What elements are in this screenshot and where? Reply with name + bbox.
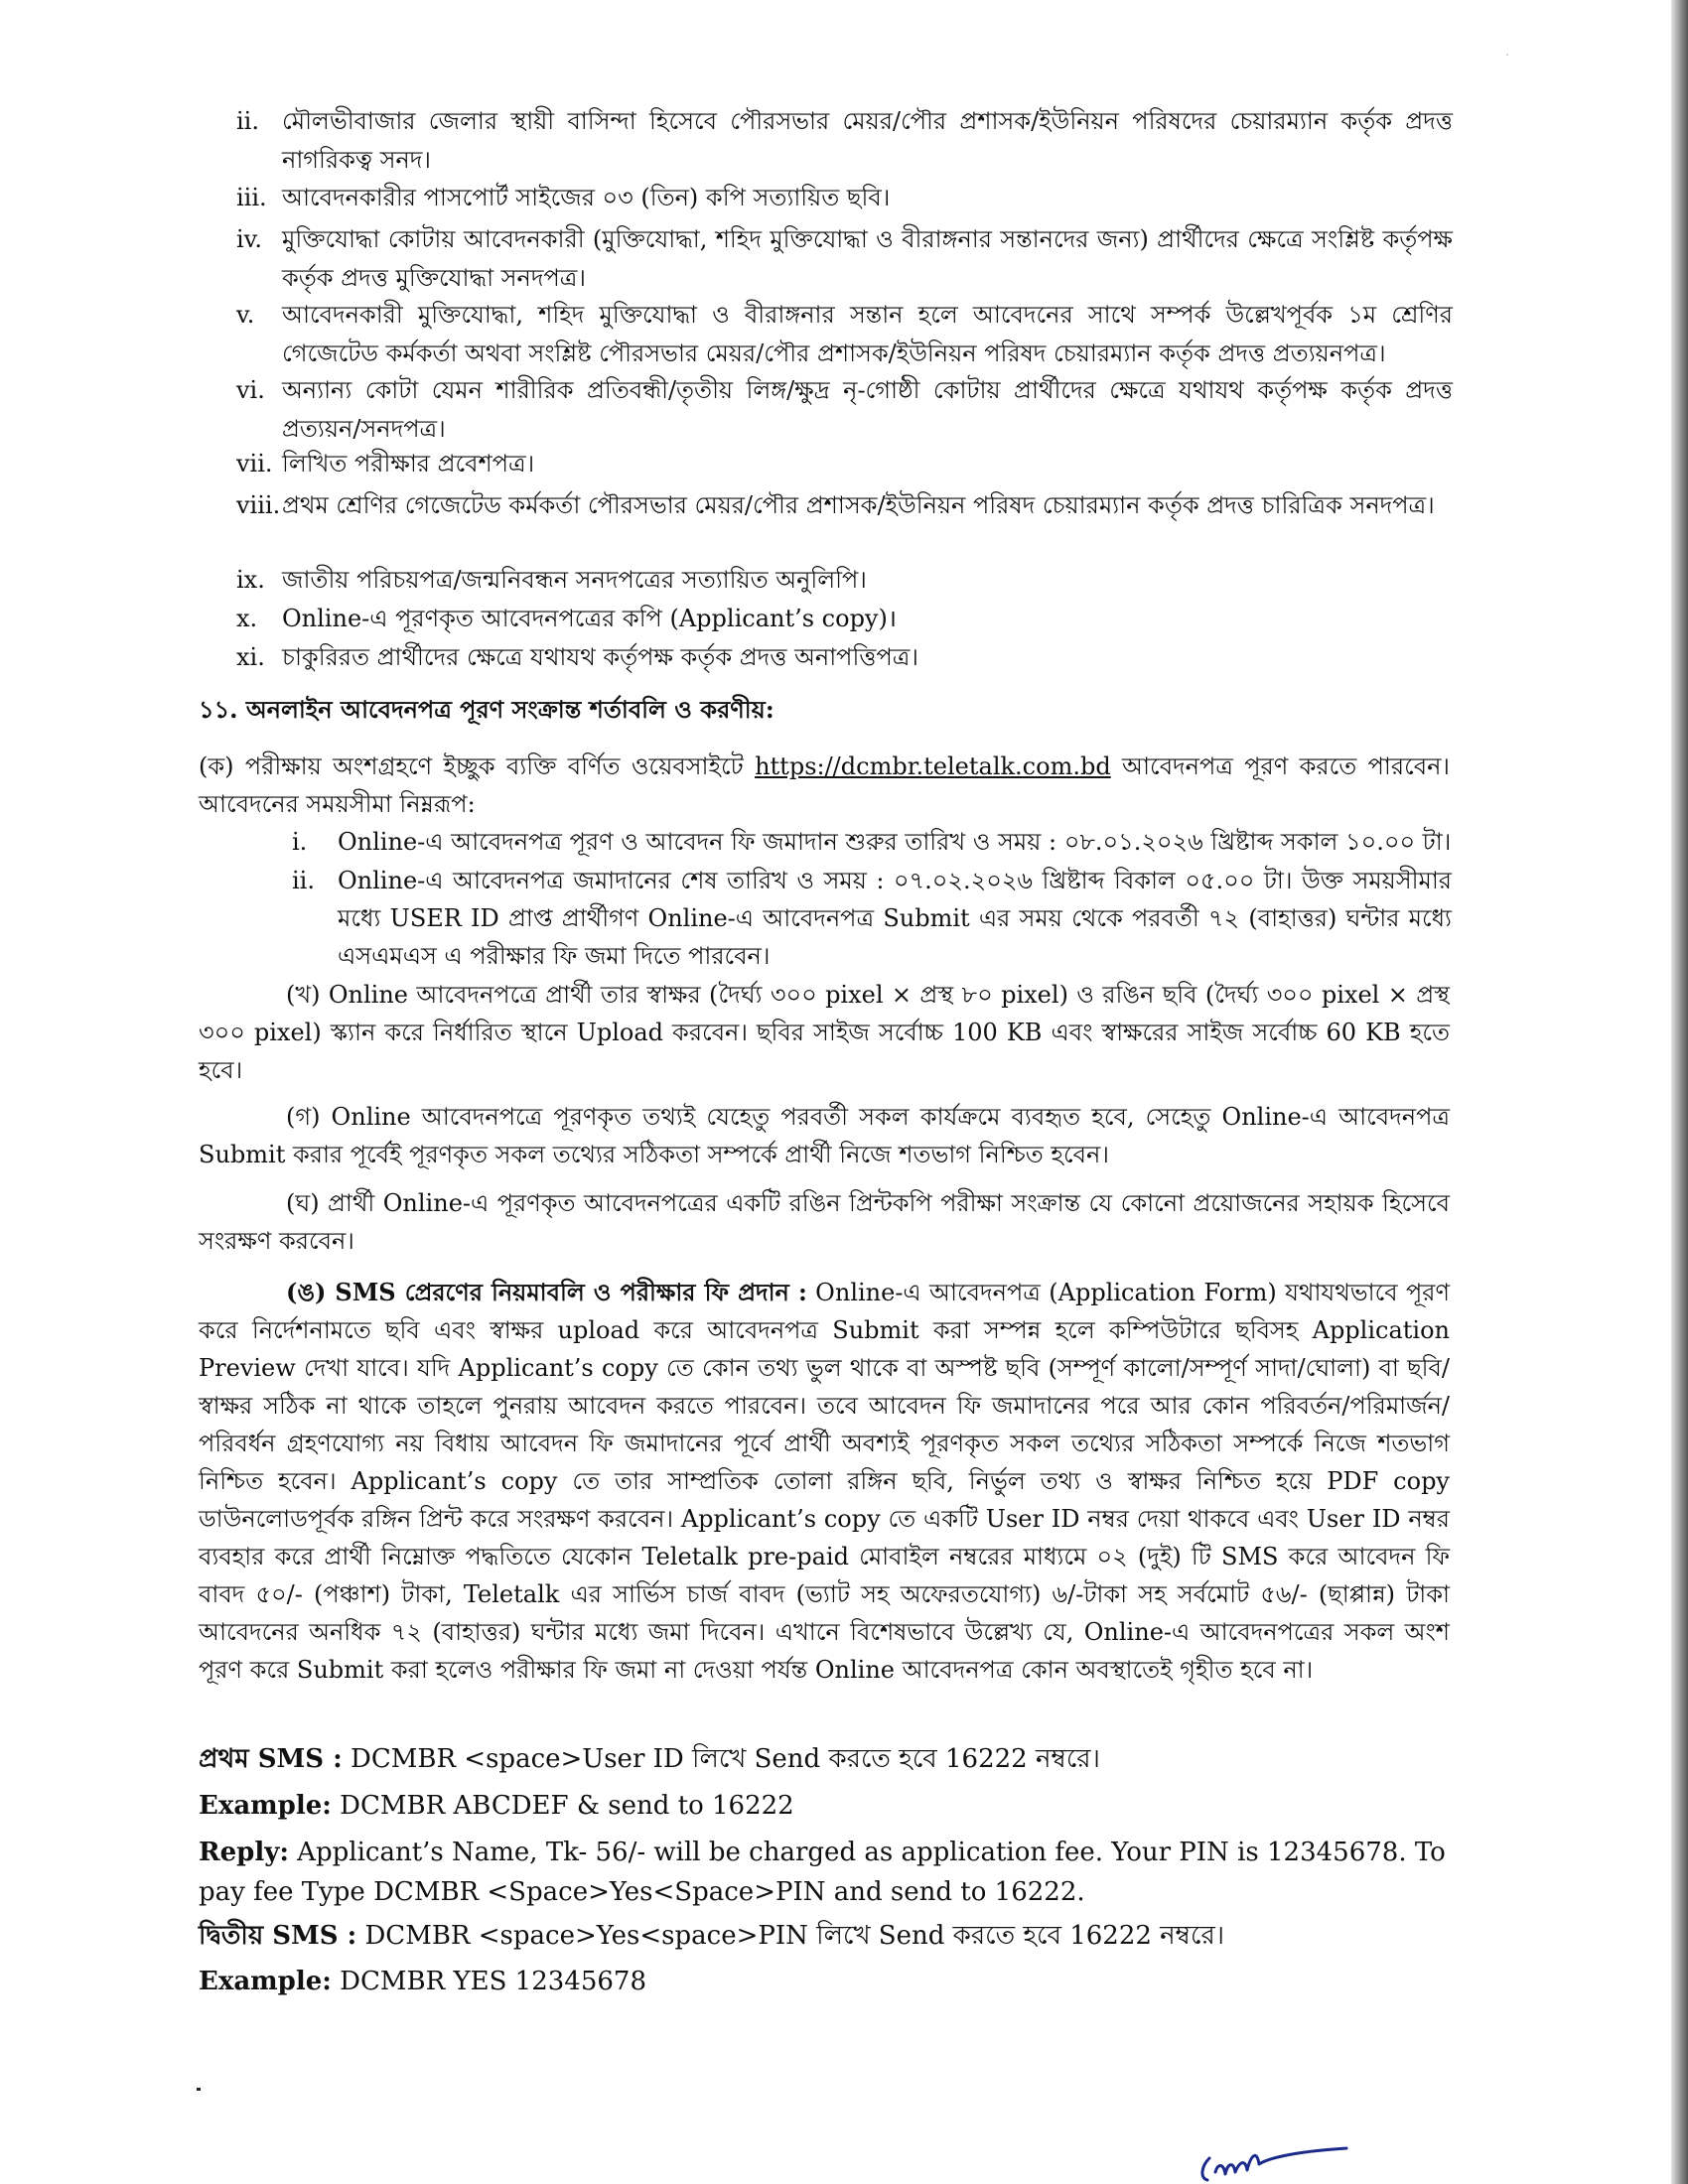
website-link[interactable]: https://dcmbr.teletalk.com.bd (755, 752, 1111, 780)
example-1-label: Example: (199, 1791, 332, 1821)
requirement-text: আবেদনকারীর পাসপোর্ট সাইজের ০৩ (তিন) কপি সত্যায়িত ছবি। (282, 184, 891, 211)
timeline-number: i. (292, 828, 308, 856)
requirement-number: vii. (236, 450, 273, 478)
requirement-item (236, 445, 1453, 483)
requirement-number: x. (236, 605, 258, 632)
requirement-item (236, 638, 1453, 677)
sms-rules-title: (ঙ) SMS প্রেরণের নিয়মাবলি ও পরীক্ষার ফি প্রদান : (286, 1278, 807, 1306)
example-2-text: DCMBR YES 12345678 (331, 1967, 647, 1996)
timeline-number: ii. (292, 867, 315, 894)
sms-rules-body: Online-এ আবেদনপত্র (Application Form) যথাযথভাবে পূরণ করে নির্দেশনামতে ছবি এবং স্বাক্ষর upload করে আবেদনপত্র Submit করা সম্পন্ন হলে কম্পিউটারে ছবিসহ Application Preview দেখা যাবে। যদি Applicant’s copy তে কোন তথ্য ভুল থাকে বা অস্পষ্ট ছবি (সম্পূর্ণ কালো/সম্পূর্ণ সাদা/ঘোলা) বা ছবি/স্বাক্ষর সঠিক না থাকে তাহলে পুনরায় আবেদন করতে পারবেন। তবে আবেদন ফি জমাদানের পরে আর কোন পরিবর্তন/পরিমার্জন/পরিবর্ধন গ্রহণযোগ্য নয় বিধায় আবেদন ফি জমাদানের পূর্বে প্রার্থী অবশ্যই পূরণকৃত সকল তথ্যের সঠিকতা সম্পর্কে নিজে শতভাগ নিশ্চিত হবেন। Applicant’s copy তে তার সাম্প্রতিক তোলা রঙ্গিন ছবি, নির্ভুল তথ্য ও স্বাক্ষর নিশ্চিত হয়ে PDF copy ডাউনলোডপূর্বক রঙ্গিন প্রিন্ট করে সংরক্ষণ করবেন। Applicant’s copy তে একটি User ID নম্বর দেয়া থাকবে এবং User ID নম্বর ব্যবহার করে প্রার্থী নিম্নোক্ত পদ্ধতিতে যেকোন Teletalk pre-paid মোবাইল নম্বরের মাধ্যমে ০২ (দুই) টি SMS করে আবেদন ফি বাবদ ৫০/- (পঞ্চাশ) টাকা, Teletalk এর সার্ভিস চার্জ বাবদ (ভ্যাট সহ অফেরতযোগ্য) ৬/-টাকা সহ সর্বমোট ৫৬/- (ছাপ্পান্ন) টাকা আবেদনের অনধিক ৭২ (বাহাত্তর) ঘন্টার মধ্যে জমা দিবেন। এখানে বিশেষভাবে উল্লেখ্য যে, Online-এ আবেদনপত্রের সকল অংশ পূরণ করে Submit করা হলেও পরীক্ষার ফি জমা না দেওয়া পর্যন্ত Online আবেদনপত্র কোন অবস্থাতেই গৃহীত হবে না। (199, 1279, 1450, 1684)
sms-second-text: DCMBR <space>Yes<space>PIN লিখে Send করতে হবে 16222 নম্বরে। (356, 1921, 1225, 1951)
sms-second (199, 1916, 1455, 1956)
timeline-item (292, 823, 1452, 861)
requirement-text: জাতীয় পরিচয়পত্র/জন্মনিবন্ধন সনদপত্রের সত্যায়িত অনুলিপি। (282, 566, 867, 594)
requirement-number: viii. (236, 491, 281, 519)
requirement-item (236, 486, 1453, 525)
paragraph-umo (199, 1274, 1450, 1689)
requirement-item (236, 561, 1453, 600)
sms-first-label: প্রথম SMS : (199, 1744, 343, 1774)
signature-icon (1196, 2144, 1354, 2184)
requirement-item (236, 296, 1453, 373)
section-heading: ১১. অনলাইন আবেদনপত্র পূরণ সংক্রান্ত শর্তাবলি ও করণীয়: (199, 695, 774, 724)
requirement-item (236, 371, 1453, 449)
requirement-text: মুক্তিযোদ্ধা কোটায় আবেদনকারী (মুক্তিযোদ্ধা, শহিদ মুক্তিযোদ্ধা ও বীরাঙ্গনার সন্তানদের জন্য) প্রার্থীদের ক্ষেত্রে সংশ্লিষ্ট কর্তৃপক্ষ কর্তৃক প্রদত্ত মুক্তিযোদ্ধা সনদপত্র। (282, 225, 1453, 292)
paragraph-ka (199, 748, 1450, 823)
sms-first (199, 1739, 1455, 1779)
requirement-text: আবেদনকারী মুক্তিযোদ্ধা, শহিদ মুক্তিযোদ্ধা ও বীরাঙ্গনার সন্তান হলে আবেদনের সাথে সম্পর্ক উল্লেখপূর্বক ১ম শ্রেণির গেজেটেড কর্মকর্তা অথবা সংশ্লিষ্ট পৌরসভার মেয়র/পৌর প্রশাসক/ইউনিয়ন পরিষদ চেয়ারম্যান কর্তৃক প্রদত্ত প্রত্যয়নপত্র। (282, 301, 1453, 367)
reply-label: Reply: (199, 1838, 289, 1867)
paragraph-ka-text-after: আবেদনপত্র পূরণ করতে পারবেন। আবেদনের সময়সীমা নিম্নরূপ: (199, 752, 1451, 818)
requirement-number: ii. (236, 107, 259, 135)
requirement-text: লিখিত পরীক্ষার প্রবেশপত্র। (282, 450, 535, 478)
stray-mark (197, 2088, 201, 2091)
sms-example-1 (199, 1786, 1455, 1826)
requirement-item (236, 600, 1453, 638)
paragraph-ga: (গ) Online আবেদনপত্রে পূরণকৃত তথ্যই যেহেতু পরবর্তী সকল কার্যক্রমে ব্যবহৃত হবে, সেহেতু Online-এ আবেদনপত্র Submit করার পূর্বেই পূরণকৃত সকল তথ্যের সঠিকতা সম্পর্কে প্রার্থী নিজে শতভাগ নিশ্চিত হবেন। (199, 1103, 1450, 1168)
requirement-text: অন্যান্য কোটা যেমন শারীরিক প্রতিবন্ধী/তৃতীয় লিঙ্গ/ক্ষুদ্র নৃ-গোষ্ঠী কোটায় প্রার্থীদের ক্ষেত্রে যথাযথ কর্তৃপক্ষ কর্তৃক প্রদত্ত প্রত্যয়ন/সনদপত্র। (282, 376, 1453, 443)
requirement-number: vi. (236, 376, 265, 404)
requirement-number: iv. (236, 225, 263, 253)
requirement-item (236, 220, 1453, 298)
requirement-text: প্রথম শ্রেণির গেজেটেড কর্মকর্তা পৌরসভার মেয়র/পৌর প্রশাসক/ইউনিয়ন পরিষদ চেয়ারম্যান কর্তৃক প্রদত্ত চারিত্রিক সনদপত্র। (282, 491, 1435, 519)
requirement-number: xi. (236, 643, 265, 671)
requirement-text: Online-এ পূরণকৃত আবেদনপত্রের কপি (Applicant’s copy)। (282, 605, 897, 632)
example-2-label: Example: (199, 1967, 332, 1996)
sms-first-text: DCMBR <space>User ID লিখে Send করতে হবে 16222 নম্বরে। (342, 1744, 1100, 1774)
sms-reply (199, 1833, 1455, 1912)
sms-example-2 (199, 1962, 1455, 2001)
scan-edge-shadow (1671, 0, 1688, 2184)
timeline-text: Online-এ আবেদনপত্র জমাদানের শেষ তারিখ ও সময় : ০৭.০২.২০২৬ খ্রিষ্টাব্দ বিকাল ০৫.০০ টা। উক্ত সময়সীমার মধ্যে USER ID প্রাপ্ত প্রার্থীগণ Online-এ আবেদনপত্র Submit এর সময় থেকে পরবর্তী ৭২ (বাহাত্তর) ঘন্টার মধ্যে এসএমএস এ পরীক্ষার ফি জমা দিতে পারবেন। (338, 867, 1452, 970)
timeline-text: Online-এ আবেদনপত্র পূরণ ও আবেদন ফি জমাদান শুরুর তারিখ ও সময় : ০৮.০১.২০২৬ খ্রিষ্টাব্দ সকাল ১০.০০ টা। (338, 828, 1452, 856)
requirement-text: মৌলভীবাজার জেলার স্থায়ী বাসিন্দা হিসেবে পৌরসভার মেয়র/পৌর প্রশাসক/ইউনিয়ন পরিষদের চেয়ারম্যান কর্তৃক প্রদত্ত নাগরিকত্ব সনদ। (282, 107, 1453, 174)
paragraph-ka-text-before: (ক) পরীক্ষায় অংশগ্রহণে ইচ্ছুক ব্যক্তি বর্ণিত ওয়েবসাইটে (199, 752, 756, 780)
paragraph-gha: (ঘ) প্রার্থী Online-এ পূরণকৃত আবেদনপত্রের একটি রঙিন প্রিন্টকপি পরীক্ষা সংক্রান্ত যে কোনো প্রয়োজনের সহায়ক হিসেবে সংরক্ষণ করবেন। (199, 1189, 1450, 1255)
requirement-number: v. (236, 301, 255, 329)
requirement-item (236, 179, 1453, 217)
timeline-item (292, 862, 1452, 975)
sms-second-label: দ্বিতীয় SMS : (199, 1921, 357, 1951)
requirement-number: iii. (236, 184, 267, 211)
requirement-text: চাকুরিরত প্রার্থীদের ক্ষেত্রে যথাযথ কর্তৃপক্ষ কর্তৃক প্রদত্ত অনাপত্তিপত্র। (282, 643, 918, 671)
requirement-item (236, 102, 1453, 180)
requirement-number: ix. (236, 566, 265, 594)
paragraph-kha: (খ) Online আবেদনপত্রে প্রার্থী তার স্বাক্ষর (দৈর্ঘ্য ৩০০ pixel × প্রস্থ ৮০ pixel) ও রঙিন ছবি (দৈর্ঘ্য ৩০০ pixel × প্রস্থ ৩০০ pixel) স্ক্যান করে নির্ধারিত স্থানে Upload করবেন। ছবির সাইজ সর্বোচ্চ 100 KB এবং স্বাক্ষরের সাইজ সর্বোচ্চ 60 KB হতে হবে। (199, 981, 1450, 1084)
reply-text: Applicant’s Name, Tk- 56/- will be charged as application fee. Your PIN is 12345678. To pay fee Type DCMBR <Space>Yes<Space>PIN and send to 16222. (199, 1838, 1446, 1907)
example-1-text: DCMBR ABCDEF & send to 16222 (331, 1791, 794, 1821)
scan-mark: · (1505, 48, 1510, 64)
